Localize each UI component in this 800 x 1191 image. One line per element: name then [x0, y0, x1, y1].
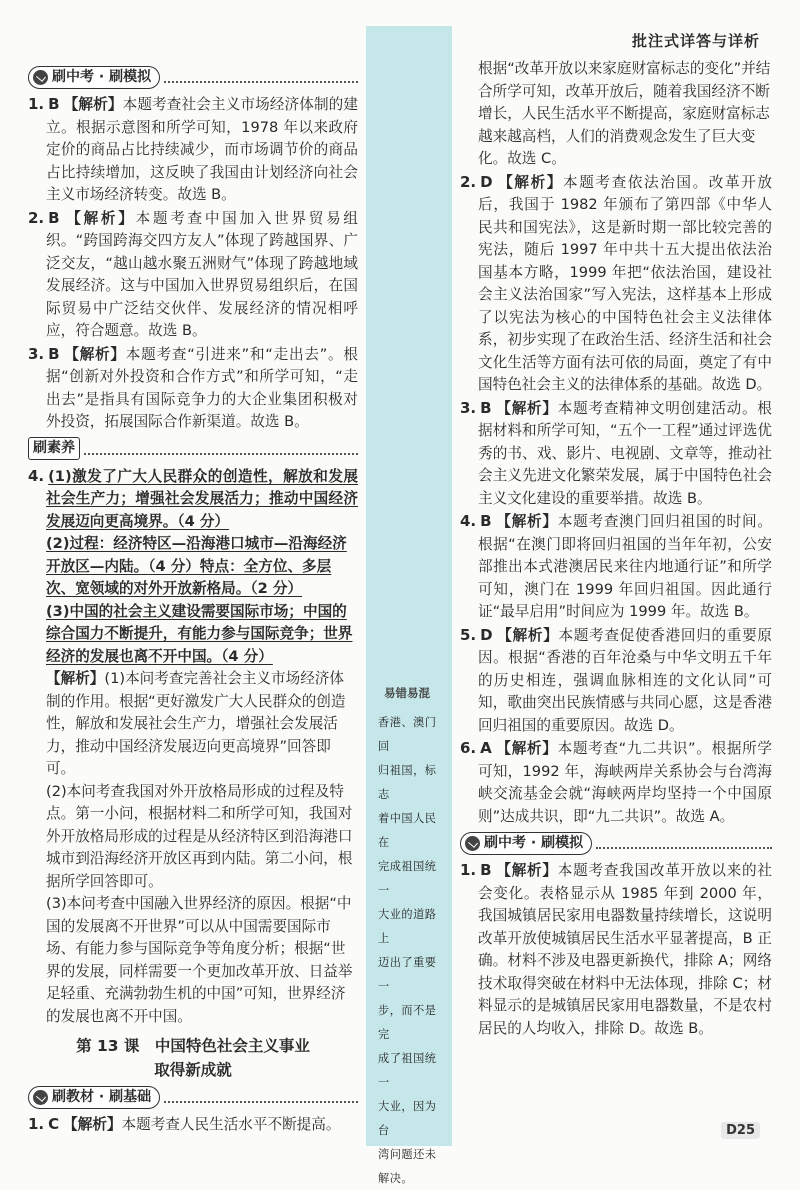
side-note-title: 易错易混	[384, 686, 430, 700]
side-note-line: 成了祖国统一	[378, 1052, 437, 1089]
left-column: 刷中考 · 刷模拟 1. B 【解析】本题考查社会主义市场经济体制的建立。根据示意图和所学可知，1978 年以来政府定价的商品占比持续减少，而市场调节价的商品占比持续增加，这反映了我国由计划经济向社会主义市场经济转变。故选 B。 2. B 【解析】本题考查中国加入世界贸易组织。“跨国跨海交四方友人”体现了跨越国界、广泛交友，“越山越水聚五洲财气”体现了跨越地域发展经济。这与中国加入世界贸易组织后，在国际贸易中广泛结交伙伴、发展经济的情况相呼应，符合题意。故选 B。 3. B 【解析】本题考查“引进来”和“走出去”。根据“创新对外投资和合作方式”和所学可知，“走出去”是指具有国际竞争力的大企业集团积极对外投资，拓展国际合作新渠道。故选 B。 刷素养 4. (1)激发了广大人民群众的创造性，解放和发展社会生产力；增强社会发展活力；推动中国经济发展迈向更高境界。（4 分） (2)过程：经济特区—沿海港口城市—沿海经济开放区—内陆。（4 分）特点：全方位、多层次、宽领域的对外开放新格局。（2 分） (3)中国的社会主义建设需要国际市场；中国的综合国力不断提升，有能力参与国际竞争；世界经济的发展也离不开中国。（4 分） 【解析】(1)本问考查完善社会主义市场经济体制的作用。根据“更好激发广大人民群众的创造性，解放和发展社会生产力，增强社会发展活力，推动中国经济发展迈向更高境界”回答即可。 (2)本问考查我国对外开放格局形成的过程及特点。第一小问，根据材料二和所学可知，我国对外开放格局形成的过程是从经济特区到沿海港口城市到沿海经济开放区再到内陆。第二小问，根据所学回答即可。 (3)本问考查中国融入世界经济的原因。根据“中国的发展离不开世界”可以从中国需要国际市场、有能力参与国际竞争等角度分析；根据“世界的发展，同样需要一个更加改革开放、日益举足轻重、充满勃勃生机的中国”可知，世界经济的发展也离不开中国。 第 13 课 中国特色社会主义事业 取得新成就 刷教材 · 刷基础 1. C 【解析】本题考查人民生活水平不断提高。	[28, 62, 358, 1137]
side-note	[378, 711, 446, 1191]
side-note-line: 香港、澳门回	[378, 716, 437, 753]
page-header: 批注式详答与详析	[631, 32, 760, 50]
side-note-line: 完成祖国统一	[378, 860, 437, 897]
check-icon	[465, 836, 480, 851]
section-bar	[28, 65, 358, 89]
answer-item-4: 4. (1)激发了广大人民群众的创造性，解放和发展社会生产力；增强社会发展活力；推动中国经济发展迈向更高境界。（4 分）	[28, 466, 358, 530]
right-column	[460, 58, 772, 1040]
side-note-line: 大业的道路上	[378, 908, 437, 945]
side-note-line: 迈出了重要一	[378, 956, 437, 993]
answer-list	[28, 93, 358, 434]
answer-item: 1. B 【解析】本题考查我国改革开放以来的社会变化。表格显示从 1985 年到 2000 年，我国城镇居民家用电器数量持续增长，这说明改革开放使城镇居民生活水平显著提高，B 正确。材料不涉及电器更新换代，排除 A；网络技术取得突破在材料中无法体现，排除 C；材料显示的是城镇居民家用电器数量，不是农村居民的人均收入，排除 D。故选 B。	[460, 861, 772, 1037]
section-bar	[460, 831, 772, 855]
side-note-line: 湾问题还未	[378, 1148, 437, 1161]
side-note-line: 步，而不是完	[378, 1004, 437, 1041]
answer-item: 1. B 【解析】本题考查社会主义市场经济体制的建立。根据示意图和所学可知，1978 年以来政府定价的商品占比持续减少，而市场调节价的商品占比持续增加，这反映了我国由计划经济向社会主义市场经济转变。故选 B。	[28, 95, 358, 203]
answer-item: 3. B 【解析】本题考查精神文明创建活动。根据材料和所学可知，“五个一工程”通过评选优秀的书、戏、影片、电视剧、文章等，推动社会主义先进文化繁荣发展，属于中国特色社会主义文化建设的重要举措。故选 B。	[460, 398, 772, 507]
answer-item: 6. A 【解析】本题考查“九二共识”。根据所学可知，1992 年，海峡两岸关系协会与台湾海峡交流基金会就“海峡两岸均坚持一个中国原则”达成共识，即“九二共识”。故选 A。	[460, 739, 772, 825]
answer-list	[460, 859, 772, 1040]
answer-item: 3. B 【解析】本题考查“引进来”和“走出去”。根据“创新对外投资和合作方式”和所学可知，“走出去”是指具有国际竞争力的大企业集团积极对外投资，拓展国际合作新渠道。故选 B。	[28, 344, 358, 430]
section-label: 刷教材 · 刷基础	[28, 1086, 160, 1109]
section-label: 刷素养	[28, 437, 80, 460]
side-note-line: 着中国人民在	[378, 812, 437, 849]
check-icon	[33, 1090, 48, 1105]
continued-text: 根据“改革开放以来家庭财富标志的变化”并结合所学可知，改革开放后，随着我国经济不断增长，人民生活水平不断提高，家庭财富标志越来越高档，人们的消费观念发生了巨大变化。故选 C。	[478, 60, 771, 167]
side-note-line: 大业，因为台	[378, 1100, 437, 1137]
answer-list	[28, 1113, 358, 1137]
answer-item: 5. D 【解析】本题考查促使香港回归的重要原因。根据“香港的百年沧桑与中华文明五千年的历史相连，强调血脉相连的文化认同”可知，歌曲突出民族情感与共同心愿，这是香港回归祖国的重要原因。故选 D。	[460, 625, 772, 734]
answer-item: 1. C 【解析】本题考查人民生活水平不断提高。	[28, 1115, 341, 1133]
side-note-line: 归祖国，标志	[378, 764, 437, 801]
section-bar	[28, 437, 358, 461]
lesson-title: 第 13 课 中国特色社会主义事业 取得新成就	[76, 1037, 310, 1079]
answer-item: 2. B 【解析】本题考查中国加入世界贸易组织。“跨国跨海交四方友人”体现了跨越国界、广泛交友，“越山越水聚五洲财气”体现了跨越地域发展经济。这与中国加入世界贸易组织后，在国际贸易中广泛结交伙伴、发展经济的情况相呼应，符合题意。故选 B。	[28, 208, 358, 339]
check-icon	[33, 70, 48, 85]
section-bar	[28, 1085, 358, 1109]
page-number: D25	[721, 1122, 760, 1139]
answer-item: 4. B 【解析】本题考查澳门回归祖国的时间。根据“在澳门即将回归祖国的当年年初，公安部推出本式港澳居民来往内地通行证”和所学可知，澳门在 1999 年回归祖国。因此通行证“最早启用”时间应为 1999 年。故选 B。	[460, 512, 772, 620]
section-label: 刷中考 · 刷模拟	[460, 832, 592, 855]
side-note-line: 解决。	[378, 1172, 414, 1185]
answer-list	[460, 171, 772, 829]
answer-item: 2. D 【解析】本题考查依法治国。改革开放后，我国于 1982 年颁布了第四部《中华人民共和国宪法》，这是新时期一部比较完善的宪法，随后 1997 年中共十五大提出依法治国基本方略，1999 年把“依法治国，建设社会主义法治国家”写入宪法，这样基本上形成了以宪法为核心的中国特色社会主义法律体系，初步实现了在政治生活、经济生活和社会文化生活等方面有法可依的局面，奠定了有中国特色社会主义的法律体系的基础。故选 D。	[460, 172, 772, 393]
section-label: 刷中考 · 刷模拟	[28, 66, 160, 89]
